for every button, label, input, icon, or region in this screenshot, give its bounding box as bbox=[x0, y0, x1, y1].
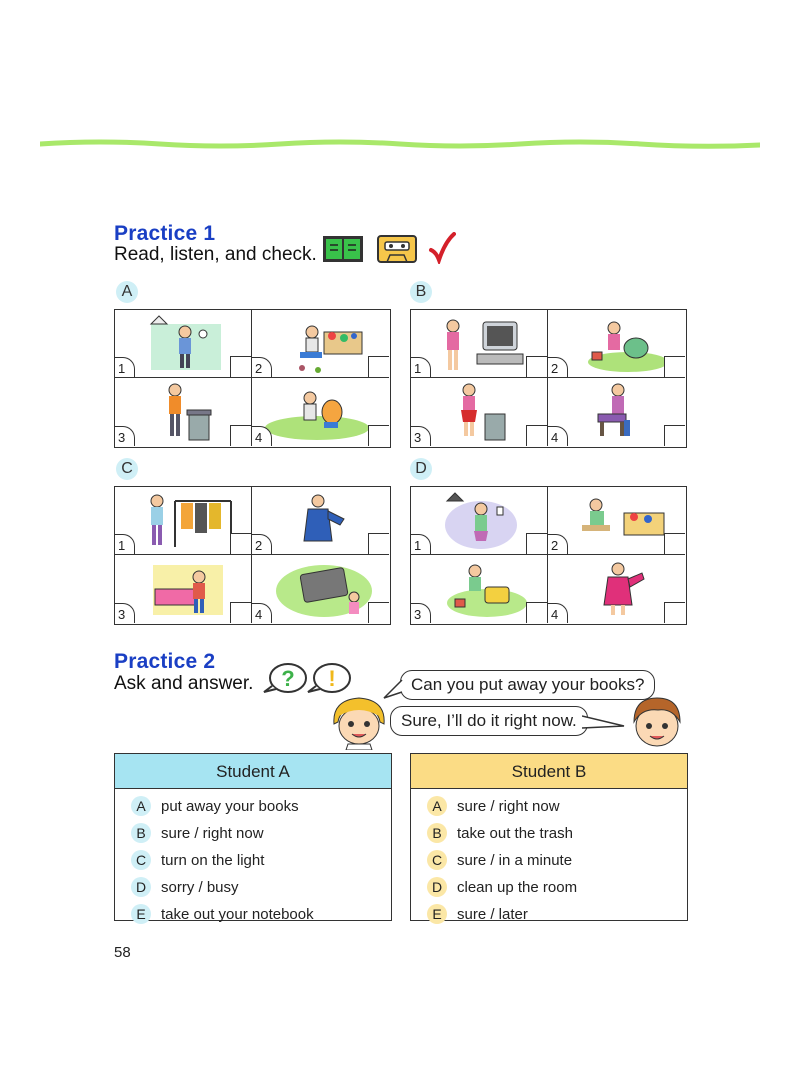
girl-near-tv-illustration bbox=[274, 559, 374, 619]
picture-cell bbox=[115, 310, 252, 378]
picture-cell bbox=[411, 310, 548, 378]
picture-cell bbox=[411, 487, 548, 555]
table-row bbox=[411, 793, 687, 820]
row-text: sorry / busy bbox=[161, 879, 239, 896]
picture-cell bbox=[252, 487, 389, 555]
picture-cell bbox=[252, 310, 389, 378]
row-letter: A bbox=[427, 796, 447, 816]
student-a-header: Student A bbox=[115, 754, 391, 789]
table-row bbox=[115, 820, 391, 847]
table-row bbox=[115, 793, 391, 820]
girl-face-illustration bbox=[330, 694, 388, 750]
picture-number: 4 bbox=[548, 603, 568, 623]
picture-cell bbox=[252, 378, 389, 446]
practice2-title: Practice 2 bbox=[114, 650, 216, 673]
boy-taking-out-trash-illustration bbox=[155, 380, 225, 444]
row-letter: D bbox=[427, 877, 447, 897]
row-text: sure / right now bbox=[161, 825, 264, 842]
check-box[interactable] bbox=[230, 356, 251, 377]
section-d-badge: D bbox=[410, 458, 432, 480]
table-row bbox=[411, 901, 687, 928]
girl-putting-on-jacket-illustration bbox=[590, 559, 650, 619]
table-row bbox=[411, 820, 687, 847]
check-box[interactable] bbox=[664, 425, 685, 446]
practice1-title: Practice 1 bbox=[114, 222, 216, 245]
picture-number: 3 bbox=[411, 603, 431, 623]
picture-cell bbox=[548, 555, 685, 623]
check-box[interactable] bbox=[664, 356, 685, 377]
man-putting-on-jacket-illustration bbox=[292, 491, 362, 551]
row-letter: E bbox=[131, 904, 151, 924]
exclamation-bubble-icon bbox=[306, 662, 352, 696]
svg-text:?: ? bbox=[281, 666, 295, 691]
picture-number: 2 bbox=[252, 534, 272, 554]
speech-bubble-tail bbox=[382, 676, 404, 702]
row-letter: B bbox=[131, 823, 151, 843]
grid-section-c bbox=[114, 486, 391, 625]
boy-cleaning-toys-illustration bbox=[288, 314, 368, 374]
picture-number: 2 bbox=[548, 357, 568, 377]
speech-bubble-tail bbox=[582, 712, 626, 734]
row-text: sure / in a minute bbox=[457, 852, 573, 869]
picture-number: 1 bbox=[411, 534, 431, 554]
practice2-instruction: Ask and answer. bbox=[114, 673, 254, 694]
practice1-instruction: Read, listen, and check. bbox=[114, 244, 317, 265]
picture-number: 1 bbox=[115, 534, 135, 554]
picture-number: 4 bbox=[252, 603, 272, 623]
picture-number: 2 bbox=[252, 357, 272, 377]
check-box[interactable] bbox=[230, 533, 251, 554]
grid-section-d bbox=[410, 486, 687, 625]
check-box[interactable] bbox=[230, 425, 251, 446]
check-box[interactable] bbox=[368, 533, 389, 554]
student-a-table bbox=[114, 753, 392, 921]
checkmark-icon bbox=[428, 232, 456, 264]
check-box[interactable] bbox=[368, 356, 389, 377]
picture-cell bbox=[411, 555, 548, 623]
girl-switching-light-illustration bbox=[441, 491, 521, 551]
picture-number: 1 bbox=[411, 357, 431, 377]
table-row bbox=[411, 847, 687, 874]
row-text: clean up the room bbox=[457, 879, 578, 896]
girl-packing-bag-illustration bbox=[578, 314, 668, 374]
girl-cleaning-toys-illustration bbox=[574, 491, 674, 551]
boy-with-backpack-illustration bbox=[262, 382, 372, 442]
section-c-badge: C bbox=[116, 458, 138, 480]
picture-number: 2 bbox=[548, 534, 568, 554]
grid-section-b bbox=[410, 309, 687, 448]
girl-sitting-illustration bbox=[588, 380, 658, 444]
page-number: 58 bbox=[114, 944, 131, 961]
man-hanging-clothes-illustration bbox=[139, 491, 239, 551]
row-letter: B bbox=[427, 823, 447, 843]
boy-making-bed-illustration bbox=[149, 559, 229, 619]
picture-cell bbox=[548, 378, 685, 446]
picture-cell bbox=[411, 378, 548, 446]
row-text: sure / right now bbox=[457, 798, 560, 815]
book-icon bbox=[322, 235, 364, 263]
check-box[interactable] bbox=[526, 356, 547, 377]
row-text: sure / later bbox=[457, 906, 528, 923]
table-row bbox=[115, 847, 391, 874]
picture-cell bbox=[548, 310, 685, 378]
check-box[interactable] bbox=[526, 602, 547, 623]
boy-switching-light-illustration bbox=[145, 314, 225, 374]
row-letter: D bbox=[131, 877, 151, 897]
picture-number: 3 bbox=[411, 426, 431, 446]
speech-bubble-question: Can you put away your books? bbox=[400, 670, 655, 700]
svg-text:!: ! bbox=[328, 666, 336, 691]
table-row bbox=[115, 901, 391, 928]
question-bubble-icon bbox=[262, 662, 308, 696]
row-letter: C bbox=[131, 850, 151, 870]
row-letter: A bbox=[131, 796, 151, 816]
speech-bubble-answer: Sure, I’ll do it right now. bbox=[390, 706, 588, 736]
row-text: put away your books bbox=[161, 798, 299, 815]
section-a-badge: A bbox=[116, 281, 138, 303]
girl-taking-out-trash-illustration bbox=[451, 380, 521, 444]
picture-number: 1 bbox=[115, 357, 135, 377]
row-text: turn on the light bbox=[161, 852, 265, 869]
student-b-table bbox=[410, 753, 688, 921]
row-letter: E bbox=[427, 904, 447, 924]
picture-number: 4 bbox=[252, 426, 272, 446]
table-row bbox=[411, 874, 687, 901]
check-box[interactable] bbox=[526, 425, 547, 446]
check-box[interactable] bbox=[368, 602, 389, 623]
girl-turning-off-tv-illustration bbox=[437, 314, 537, 374]
section-b-badge: B bbox=[410, 281, 432, 303]
picture-cell bbox=[115, 555, 252, 623]
student-b-header: Student B bbox=[411, 754, 687, 789]
picture-number: 3 bbox=[115, 426, 135, 446]
table-row bbox=[115, 874, 391, 901]
picture-cell bbox=[115, 378, 252, 446]
row-text: take out your notebook bbox=[161, 906, 314, 923]
grid-section-a bbox=[114, 309, 391, 448]
picture-number: 3 bbox=[115, 603, 135, 623]
check-box[interactable] bbox=[664, 533, 685, 554]
check-box[interactable] bbox=[526, 533, 547, 554]
check-box[interactable] bbox=[230, 602, 251, 623]
check-box[interactable] bbox=[664, 602, 685, 623]
row-letter: C bbox=[427, 850, 447, 870]
girl-packing-bag-illustration bbox=[441, 559, 531, 619]
picture-number: 4 bbox=[548, 426, 568, 446]
cassette-icon bbox=[377, 235, 417, 263]
picture-cell bbox=[252, 555, 389, 623]
picture-cell bbox=[548, 487, 685, 555]
picture-cell bbox=[115, 487, 252, 555]
boy-face-illustration bbox=[628, 694, 686, 752]
row-text: take out the trash bbox=[457, 825, 573, 842]
check-box[interactable] bbox=[368, 425, 389, 446]
green-divider-line bbox=[40, 138, 760, 150]
